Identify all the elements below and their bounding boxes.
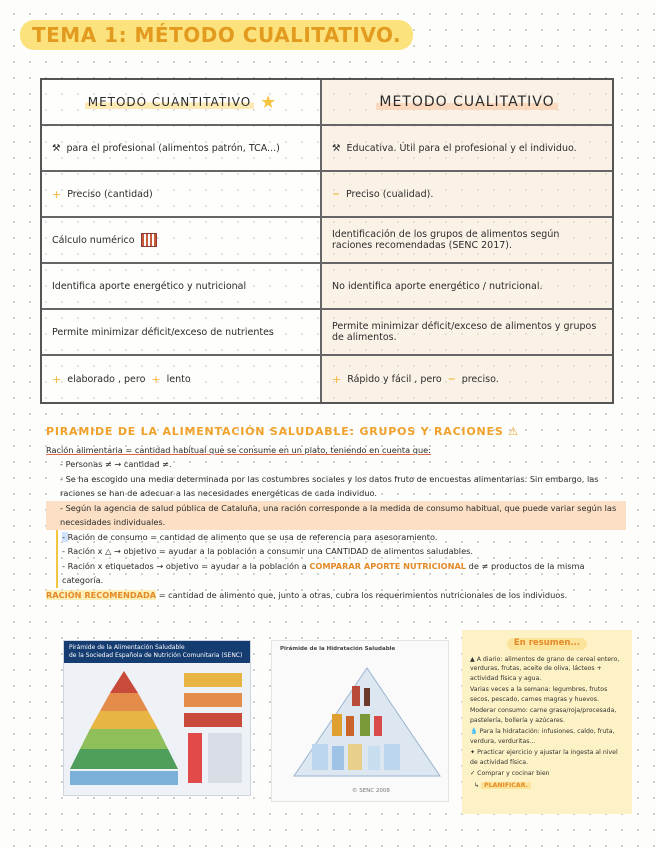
bullet-1: - Personas ≠ → cantidad ≠. xyxy=(60,459,172,469)
hydration-pyramid-graphic xyxy=(272,658,449,798)
pyramid-section xyxy=(46,425,626,602)
title-wrap xyxy=(20,20,413,50)
section-title-text: PIRAMIDE DE LA ALIMENTACIÓN SALUDABLE: GRUPOS Y RACIONES xyxy=(46,425,504,438)
row6-left-text-b: lento xyxy=(166,373,191,385)
warning-icon: ⚠ xyxy=(508,425,519,438)
bullet-2-text: Se ha escogido una media determinada por las costumbres sociales y los datos fruto de encuestas alimentarias. Sin embargo, las raciones se han de adecuar a las necesidades energéticas de cada individuo. xyxy=(60,473,599,498)
row6-right-text-a: Rápido y fácil , pero xyxy=(347,373,442,385)
row2-right xyxy=(322,172,612,218)
summary-final: ↳ PLANIFICAR. xyxy=(470,781,624,791)
summary-note xyxy=(462,630,632,814)
food-pyramid-title: Pirámide de la Alimentación Saludable xyxy=(69,644,185,651)
racion-consumo: - Ración de consumo = cantidad de alimento que se usa de referencia para asesoramiento. xyxy=(62,531,438,542)
row4-left-text: Identifica aporte energético y nutricional xyxy=(52,280,247,292)
row6-left-text-a: elaborado , pero xyxy=(67,373,146,385)
row4-left xyxy=(42,264,322,310)
header-qualitative-label: METODO CUALITATIVO xyxy=(376,94,557,110)
row1-left-text: para el profesional (alimentos patrón, TCA...) xyxy=(66,142,280,154)
summary-line-1 xyxy=(470,655,624,684)
page-title: TEMA 1: MÉTODO CUALITATIVO. xyxy=(20,20,413,50)
summary-line-4-text: Para la hidratación: infusiones, caldo, fruta, verdura, verduritas... xyxy=(470,728,615,745)
hydration-pyramid-title: Pirámide de la Hidratación Saludable xyxy=(280,646,396,652)
row6-left xyxy=(42,356,322,402)
row2-left-text: Preciso (cantidad) xyxy=(67,188,153,200)
row1-left xyxy=(42,126,322,172)
row5-left xyxy=(42,310,322,356)
summary-title: En resumen... xyxy=(507,638,587,650)
hydration-pyramid-image xyxy=(271,640,449,802)
food-pyramid-subtitle: de la Sociedad Española de Nutrición Comunitaria (SENC) xyxy=(69,652,243,659)
racion-x-etiquetados-text-c: de ≠ productos de la misma categoría. xyxy=(62,560,585,585)
racion-x-etiquetados: - Ración x etiquetados → objetivo = ayudar a la población a COMPARAR APORTE NUTRICIONAL de ≠ productos de la misma categoría. xyxy=(62,560,585,585)
racion-recomendada-label: RACIÓN RECOMENDADA xyxy=(46,589,157,600)
drop-icon: 💧 xyxy=(470,728,478,735)
racion-x-piramide-text: Ración x △ → objetivo = ayudar a la población a consumir una CANTIDAD de alimentos saludables. xyxy=(67,546,473,556)
bullet-2: - Se ha escogido una media determinada por las costumbres sociales y los datos fruto de encuestas alimentarias. Sin embargo, las raciones se han de adecuar a las necesidades energéticas de cada individuo. xyxy=(60,473,599,498)
racion-consumo-text: Ración de consumo = cantidad de alimento que se usa de referencia para asesoramiento. xyxy=(67,531,438,542)
summary-line-1-text: A diario: alimentos de grano de cereal entero, verduras, frutas, aceite de oliva, lácteos + actividad física y agua. xyxy=(470,655,620,682)
bullet-3-text: Según la agencia de salud pública de Cataluña, una ración corresponde a la medida de consumo habitual, que puede variar según las necesidades individuales. xyxy=(60,502,617,527)
star-icon: ★ xyxy=(260,91,278,113)
row6-right-text-b: preciso. xyxy=(461,373,499,385)
row6-right xyxy=(322,356,612,402)
racion-x-piramide: - Ración x △ → objetivo = ayudar a la población a consumir una CANTIDAD de alimentos saludables. xyxy=(62,546,473,556)
racion-lead-text: Ración alimentaria = cantidad habitual que se consume en un plato, teniendo en cuenta que: xyxy=(46,444,431,455)
summary-line-6-text: Comprar y cocinar bien xyxy=(477,770,550,777)
plus-icon: + xyxy=(332,372,342,386)
tools-icon: ⚒ xyxy=(52,142,61,154)
plus-icon: + xyxy=(52,187,62,201)
food-pyramid-image xyxy=(63,640,251,796)
row5-right-text: Permite minimizar déficit/exceso de alimentos y grupos de alimentos. xyxy=(332,321,597,343)
header-quantitative-label: METODO CUANTITATIVO xyxy=(85,95,254,109)
summary-line-2 xyxy=(470,685,624,704)
row1-right-text: Educativa. Útil para el profesional y el individuo. xyxy=(346,142,577,154)
plus-icon: + xyxy=(52,372,62,386)
hydration-pyramid-footer: © SENC 2008 xyxy=(352,788,390,794)
summary-line-5 xyxy=(470,748,624,767)
racion-types xyxy=(56,530,626,588)
row3-right xyxy=(322,218,612,264)
plus-icon: + xyxy=(151,372,161,386)
bullet-3: - Según la agencia de salud pública de Cataluña, una ración corresponde a la medida de consumo habitual, que puede variar según las necesidades individuales. xyxy=(46,501,626,530)
tools-icon: ⚒ xyxy=(332,142,341,154)
section-title xyxy=(46,425,626,440)
calculator-icon xyxy=(141,233,157,247)
row5-right xyxy=(322,310,612,356)
racion-x-etiquetados-text-a: Ración x etiquetados → objetivo = ayudar a la población a xyxy=(67,560,307,571)
racion-lead xyxy=(46,443,626,458)
summary-line-5-text: Practicar ejercicio y ajustar la ingesta al nivel de actividad física. xyxy=(470,749,618,766)
food-pyramid-graphic xyxy=(64,663,251,796)
row5-left-text: Permite minimizar déficit/exceso de nutrientes xyxy=(52,326,274,338)
racion-recomendada-text: = cantidad de alimento que, junto a otras, cubra los requerimientos nutricionales de los individuos. xyxy=(158,589,568,600)
summary-line-3-text: Moderar consumo: carne grasa/roja/procesada, pastelería, bollería y azúcares. xyxy=(470,707,617,724)
daily-icon: ▲ xyxy=(470,655,475,663)
exercise-icon: ✦ xyxy=(470,749,476,756)
racion-x-etiquetados-text-b: COMPARAR APORTE NUTRICIONAL xyxy=(309,560,467,571)
row3-right-text: Identificación de los grupos de alimentos según raciones recomendadas (SENC 2017). xyxy=(332,229,560,251)
row3-left xyxy=(42,218,322,264)
row3-left-text: Cálculo numérico xyxy=(52,234,135,246)
racion-recomendada xyxy=(46,588,626,603)
summary-line-4 xyxy=(470,727,624,746)
comparison-table xyxy=(40,78,614,404)
row4-right xyxy=(322,264,612,310)
summary-line-3 xyxy=(470,706,624,725)
summary-line-2-text: Varias veces a la semana: legumbres, frutos secos, pescado, carnes magras y huevos. xyxy=(470,686,608,703)
summary-line-6 xyxy=(470,769,624,779)
row4-right-text: No identifica aporte energético / nutricional. xyxy=(332,280,543,292)
summary-final-text: PLANIFICAR. xyxy=(481,782,531,789)
cart-icon: ✓ xyxy=(470,770,476,777)
row2-left xyxy=(42,172,322,218)
food-pyramid-header xyxy=(64,641,250,663)
row2-right-text: Preciso (cualidad). xyxy=(345,188,434,200)
row1-right xyxy=(322,126,612,172)
header-qualitative xyxy=(322,80,612,126)
minus-icon: − xyxy=(332,188,340,200)
bullet-1-text: Personas ≠ → cantidad ≠. xyxy=(65,459,172,469)
minus-icon: − xyxy=(447,373,456,385)
header-quantitative xyxy=(42,80,322,126)
